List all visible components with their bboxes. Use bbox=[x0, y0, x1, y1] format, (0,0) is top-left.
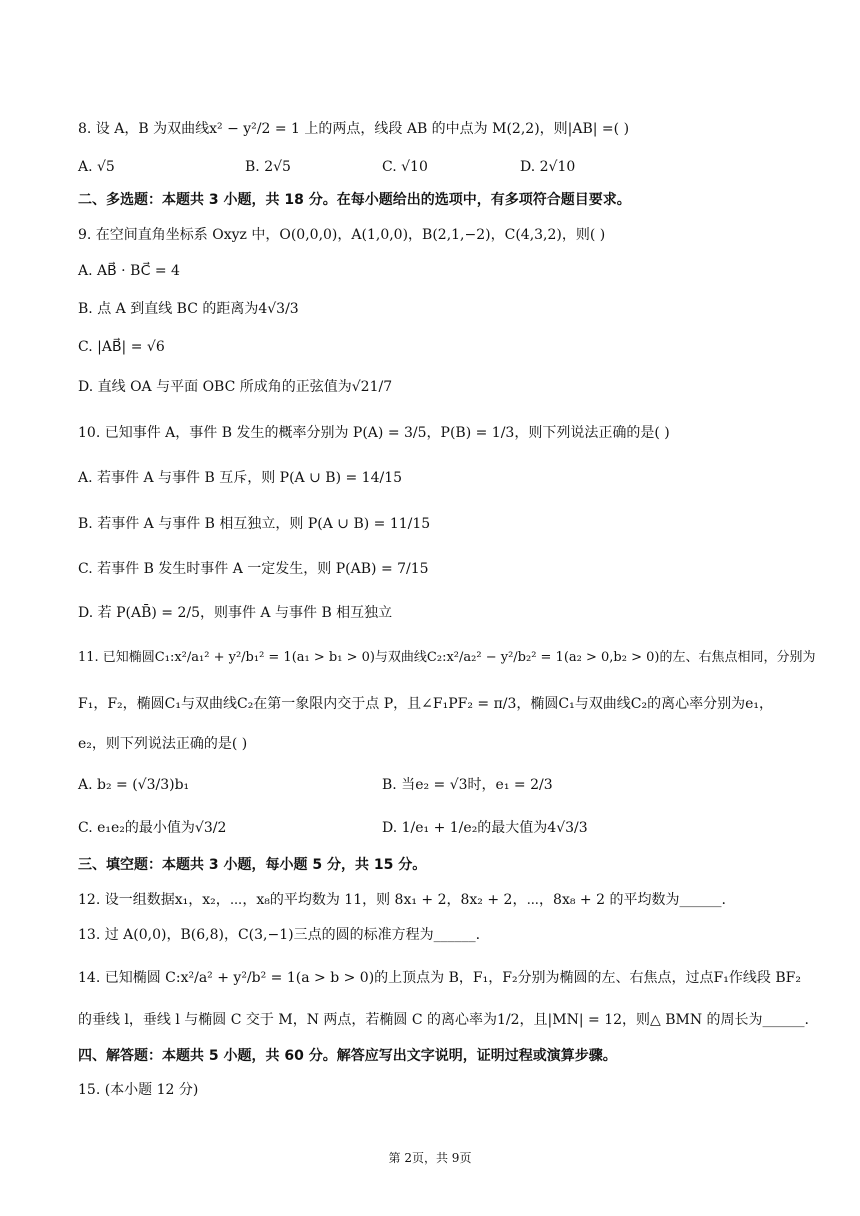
question-8-option-a: A. √5 bbox=[78, 159, 115, 175]
section-heading-fill-in: 三、填空题：本题共 3 小题，每小题 5 分，共 15 分。 bbox=[78, 857, 427, 873]
question-8-option-b: B. 2√5 bbox=[245, 159, 291, 175]
question-11-stem-line-1: 11. 已知椭圆C₁:x²/a₁² + y²/b₁² = 1(a₁ > b₁ > 0)与双曲线C₂:x²/a₂² − y²/b₂² = 1(a₂ > 0,b₂ > 0)的左、右焦点相同，分别为 bbox=[78, 650, 816, 665]
question-10-option-d: D. 若 P(AB̄) = 2/5，则事件 A 与事件 B 相互独立 bbox=[78, 605, 393, 621]
question-10-option-c: C. 若事件 B 发生时事件 A 一定发生，则 P(AB) = 7/15 bbox=[78, 561, 429, 577]
question-9-option-d: D. 直线 OA 与平面 OBC 所成角的正弦值为√21/7 bbox=[78, 379, 393, 395]
question-11-option-c: C. e₁e₂的最小值为√3/2 bbox=[78, 820, 227, 836]
question-9-stem: 9. 在空间直角坐标系 Oxyz 中，O(0,0,0)，A(1,0,0)，B(2,1,−2)，C(4,3,2)，则( ) bbox=[78, 227, 606, 243]
question-10-option-a: A. 若事件 A 与事件 B 互斥，则 P(A ∪ B) = 14/15 bbox=[78, 470, 403, 486]
page-footer: 第 2页，共 9页 bbox=[388, 1151, 472, 1165]
question-8-option-d: D. 2√10 bbox=[520, 159, 576, 175]
question-13: 13. 过 A(0,0)，B(6,8)，C(3,−1)三点的圆的标准方程为______. bbox=[78, 927, 481, 943]
question-11-stem-line-3: e₂，则下列说法正确的是( ) bbox=[78, 736, 248, 752]
question-11-option-d: D. 1/e₁ + 1/e₂的最大值为4√3/3 bbox=[382, 820, 588, 836]
question-14-line-1: 14. 已知椭圆 C:x²/a² + y²/b² = 1(a > b > 0)的上顶点为 B，F₁，F₂分别为椭圆的左、右焦点，过点F₁作线段 BF₂ bbox=[78, 970, 801, 986]
question-8-stem: 8. 设 A，B 为双曲线x² − y²/2 = 1 上的两点，线段 AB 的中点为 M(2,2)，则|AB| =( ) bbox=[78, 121, 630, 137]
question-11-option-a: A. b₂ = (√3/3)b₁ bbox=[78, 777, 190, 793]
section-heading-multiple-choice: 二、多选题：本题共 3 小题，共 18 分。在每小题给出的选项中，有多项符合题目要求。 bbox=[78, 192, 631, 208]
question-9-option-c: C. |AB⃗| = √6 bbox=[78, 339, 165, 355]
question-9-option-a: A. AB⃗ · BC⃗ = 4 bbox=[78, 263, 180, 279]
question-12: 12. 设一组数据x₁，x₂，⋯，x₈的平均数为 11，则 8x₁ + 2，8x₂ + 2，⋯，8x₈ + 2 的平均数为______. bbox=[78, 892, 726, 908]
question-11-option-b: B. 当e₂ = √3时，e₁ = 2/3 bbox=[382, 777, 553, 793]
question-10-stem: 10. 已知事件 A，事件 B 发生的概率分别为 P(A) = 3/5，P(B) = 1/3，则下列说法正确的是( ) bbox=[78, 425, 670, 441]
question-10-option-b: B. 若事件 A 与事件 B 相互独立，则 P(A ∪ B) = 11/15 bbox=[78, 516, 431, 532]
question-9-option-b: B. 点 A 到直线 BC 的距离为4√3/3 bbox=[78, 301, 299, 317]
section-heading-solutions: 四、解答题：本题共 5 小题，共 60 分。解答应写出文字说明，证明过程或演算步骤。 bbox=[78, 1048, 617, 1064]
question-14-line-2: 的垂线 l，垂线 l 与椭圆 C 交于 M，N 两点，若椭圆 C 的离心率为1/2，且|MN| = 12，则△ BMN 的周长为______. bbox=[78, 1012, 809, 1028]
question-11-stem-line-2: F₁，F₂，椭圆C₁与双曲线C₂在第一象限内交于点 P，且∠F₁PF₂ = π/3，椭圆C₁与双曲线C₂的离心率分别为e₁， bbox=[78, 696, 773, 712]
question-8-option-c: C. √10 bbox=[382, 159, 428, 175]
question-15-heading: 15. (本小题 12 分) bbox=[78, 1082, 199, 1098]
